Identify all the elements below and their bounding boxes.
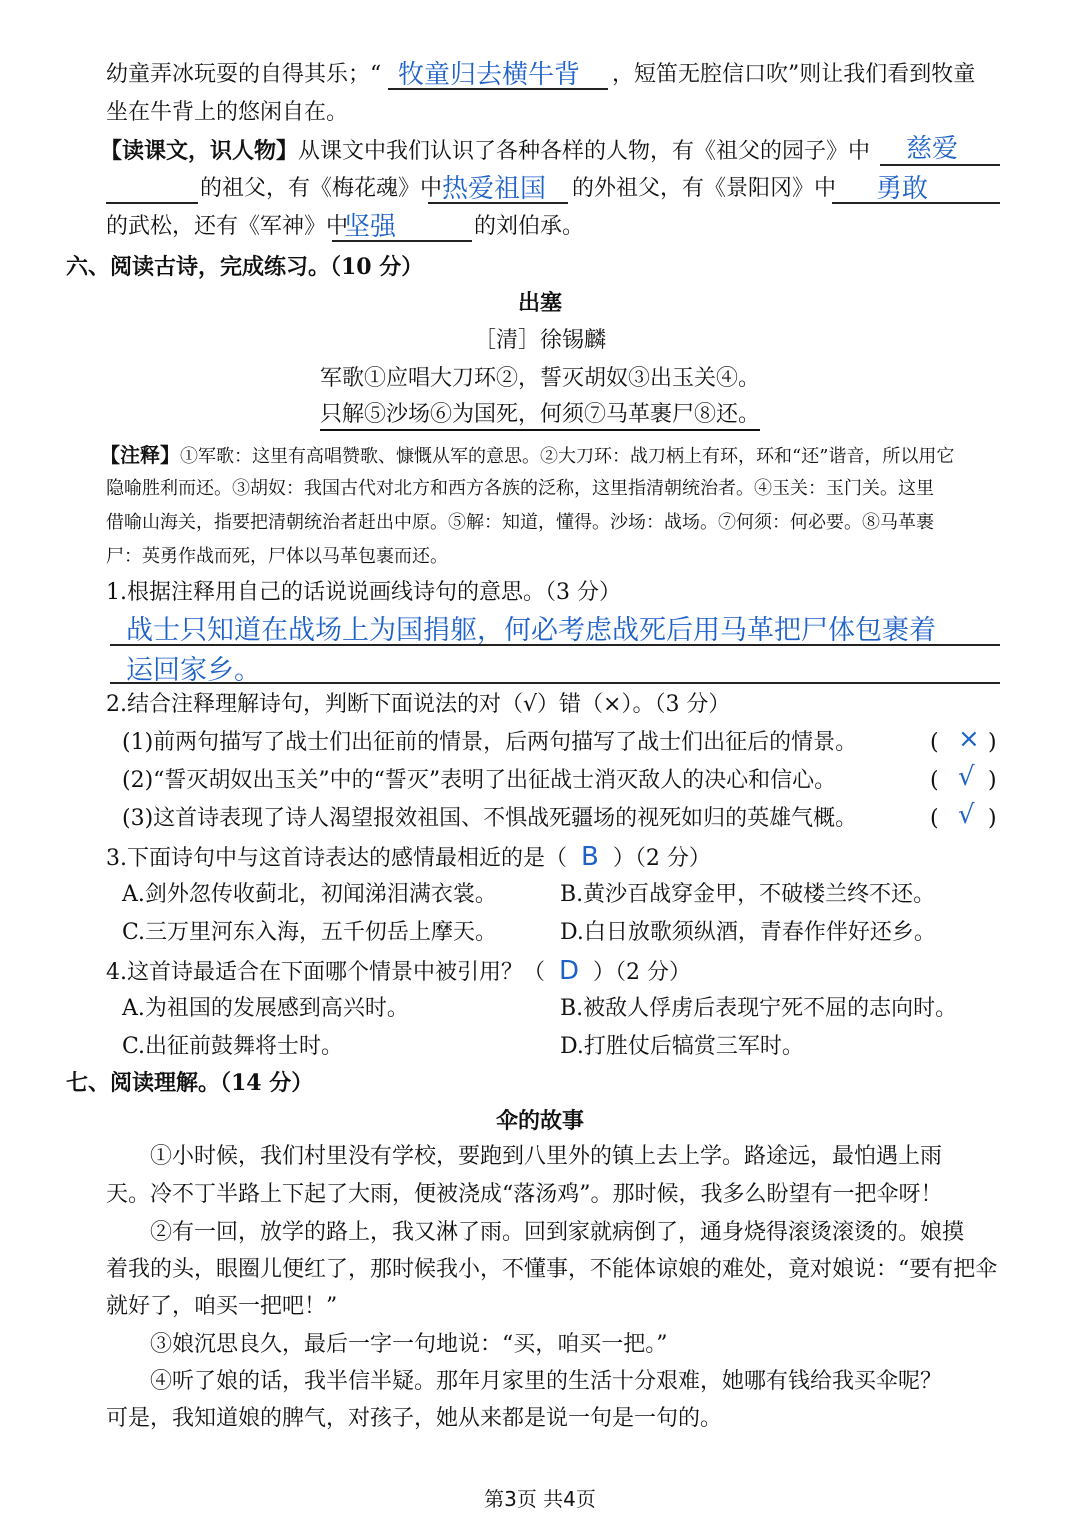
answer-jianqiang: 坚强	[344, 212, 397, 242]
poem-line-2	[0, 400, 1080, 430]
q2-paren-open: (	[930, 768, 939, 793]
para-2-line-1: ②有一回，放学的路上，我又淋了雨。回到家就病倒了，通身烧得滚烫滚烫的。娘摸	[150, 1220, 965, 1245]
notes-line-2: 隐喻胜利而还。③胡奴：我国古代对北方和西方各族的泛称，这里指清朝统治者。④玉关：玉门关。这里	[106, 478, 934, 499]
section6-heading: 六、阅读古诗，完成练习。（10 分）	[66, 254, 424, 280]
answer-1: 牧童归去横牛背	[398, 60, 581, 90]
para-4-line-2: 可是，我知道娘的脾气，对孩子，她从来都是说一句是一句的。	[106, 1406, 723, 1431]
q2-item-3: (3)这首诗表现了诗人渴望报效祖国、不惧战死疆场的视死如归的英雄气概。	[122, 806, 858, 831]
q2-text: 2.结合注释理解诗句，判断下面说法的对（√）错（×）。（3 分）	[106, 692, 731, 717]
read-tag: 【读课文，识人物】	[100, 138, 299, 164]
poem-author: ［清］徐锡麟	[473, 328, 606, 353]
notes-text-1: ①军歌：这里有高唱赞歌、慷慨从军的意思。②大刀环：战刀柄上有环，环和“还”谐音，所以用它	[180, 446, 955, 467]
intro-line-1a: 幼童弄冰玩耍的自得其乐；“	[106, 62, 382, 87]
q2-item-1: (1)前两句描写了战士们出征前的情景，后两句描写了战士们出征后的情景。	[122, 730, 858, 755]
para-4-line-1: ④听了娘的话，我半信半疑。那年月家里的生活十分艰难，她哪有钱给我买伞呢？	[150, 1369, 943, 1394]
q4-option-b: B.被敌人俘虏后表现宁死不屈的志向时。	[560, 996, 958, 1021]
q2-mark-2: √	[958, 762, 975, 792]
article-title: 伞的故事	[495, 1108, 584, 1134]
notes-line-3: 借喻山海关，指要把清朝统治者赶出中原。⑤解：知道，懂得。沙场：战场。⑦何须：何必要。⑧马革裹	[106, 512, 934, 533]
page-footer: 第3页 共4页	[484, 1487, 596, 1511]
q3-option-b: B.黄沙百战穿金甲，不破楼兰终不还。	[560, 882, 936, 907]
q1-line-2	[110, 682, 1000, 684]
q2-paren-open: (	[930, 806, 939, 831]
section7-heading: 七、阅读理解。（14 分）	[66, 1070, 314, 1096]
poem-line-1: 军歌①应唱大刀环②，誓灭胡奴③出玉关④。	[319, 366, 760, 391]
intro-line-3	[100, 136, 870, 167]
blank-cia-2	[106, 202, 198, 204]
q1-answer-1: 战士只知道在战场上为国捐躯，何必考虑战死后用马革把尸体包裹着	[126, 615, 936, 646]
q2-mark-1: ×	[958, 724, 980, 754]
q4-option-a: A.为祖国的发展感到高兴时。	[122, 996, 409, 1021]
q4-answer: D	[559, 956, 580, 986]
q3-score: ）（2 分）	[612, 846, 711, 871]
q3-line	[106, 842, 711, 874]
q3-option-a: A.剑外忽传收蓟北，初闻涕泪满衣裳。	[122, 882, 497, 907]
q2-mark-3: √	[958, 800, 975, 830]
q2-paren-close: )	[988, 730, 997, 755]
para-3-line-1: ③娘沉思良久，最后一字一句地说：“买，咱买一把。”	[150, 1332, 668, 1357]
q4-line	[106, 956, 691, 988]
q2-paren-open: (	[930, 730, 939, 755]
answer-cia: 慈爱	[906, 134, 959, 164]
intro-line-4b: 的外祖父，有《景阳冈》中	[572, 176, 837, 201]
q2-paren-close: )	[988, 768, 997, 793]
notes-line-4: 尸：英勇作战而死，尸体以马革包裹而还。	[106, 546, 448, 567]
q1-text: 1.根据注释用自己的话说说画线诗句的意思。（3 分）	[106, 580, 621, 605]
q2-paren-close: )	[988, 806, 997, 831]
answer-reai: 热爱祖国	[442, 174, 547, 204]
notes-line-1	[100, 442, 954, 470]
para-1-line-1: ①小时候，我们村里没有学校，要跑到八里外的镇上去上学。路途远，最怕遇上雨	[150, 1144, 943, 1169]
intro-line-4a: 的祖父，有《梅花魂》中	[200, 176, 443, 201]
read-text: 从课文中我们认识了各种各样的人物，有《祖父的园子》中	[298, 139, 871, 164]
q3-answer: B	[581, 842, 599, 872]
intro-line-1b: ，短笛无腔信口吹”则让我们看到牧童	[612, 62, 976, 87]
q4-text: 4.这首诗最适合在下面哪个情景中被引用？（	[106, 960, 545, 985]
q4-option-c: C.出征前鼓舞将士时。	[122, 1034, 344, 1059]
notes-tag: 【注释】	[100, 443, 180, 467]
q3-text: 3.下面诗句中与这首诗表达的感情最相近的是（	[106, 846, 567, 871]
para-2-line-2: 着我的头，眼圈儿便红了，那时候我小，不懂事，不能体谅娘的难处，竟对娘说：“要有把伞	[106, 1257, 998, 1282]
poem-line-2-text: 只解⑤沙场⑥为国死，何须⑦马革裹尸⑧还。	[320, 402, 760, 431]
intro-line-5a: 的武松，还有《军神》中	[106, 214, 349, 239]
q1-line-1	[110, 644, 1000, 646]
q4-option-d: D.打胜仗后犒赏三军时。	[560, 1034, 804, 1059]
intro-line-2: 坐在牛背上的悠闲自在。	[106, 100, 349, 125]
q3-option-d: D.白日放歌须纵酒，青春作伴好还乡。	[560, 920, 936, 945]
poem-title: 出塞	[517, 290, 562, 316]
q1-answer-2: 运回家乡。	[126, 655, 261, 686]
answer-yonggan: 勇敢	[876, 174, 929, 204]
q2-item-2: (2)“誓灭胡奴出玉关”中的“誓灭”表明了出征战士消灭敌人的决心和信心。	[122, 768, 837, 793]
q3-option-c: C.三万里河东入海，五千仞岳上摩天。	[122, 920, 498, 945]
q4-score: ）（2 分）	[593, 960, 692, 985]
para-2-line-3: 就好了，咱买一把吧！”	[106, 1294, 338, 1319]
para-1-line-2: 天。冷不丁半路上下起了大雨，便被浇成“落汤鸡”。那时候，我多么盼望有一把伞呀！	[106, 1182, 943, 1207]
intro-line-5b: 的刘伯承。	[474, 214, 585, 239]
